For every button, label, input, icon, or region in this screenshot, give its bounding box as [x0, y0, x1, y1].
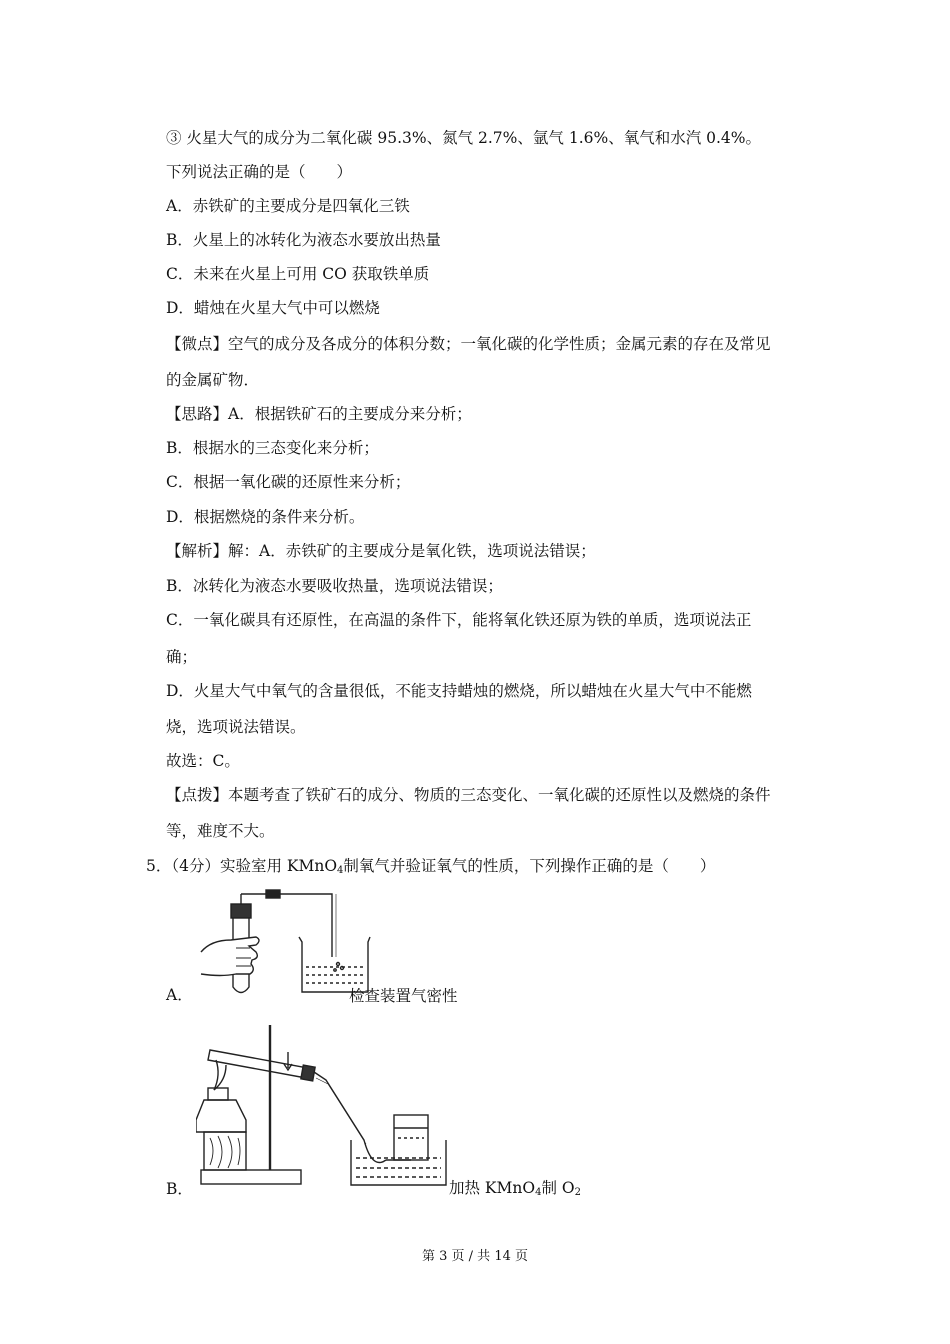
q5-sub: 4 [337, 865, 344, 876]
dianbo-line-1: 【点拨】本题考查了铁矿石的成分、物质的三态变化、一氧化碳的还原性以及燃烧的条件 [166, 786, 771, 804]
page-footer: 第 3 页 / 共 14 页 [422, 1249, 528, 1264]
q5-suffix: 制氧气并验证氧气的性质，下列操作正确的是（ ） [343, 857, 716, 875]
heating-apparatus-diagram [196, 1020, 456, 1190]
caption-b-sub2: 2 [574, 1187, 581, 1198]
silu-d: D．根据燃烧的条件来分析。 [166, 508, 365, 526]
jiexi-c-1: C．一氧化碳具有还原性，在高温的条件下，能将氧化铁还原为铁的单质，选项说法正 [166, 611, 752, 629]
silu-c: C．根据一氧化碳的还原性来分析； [166, 473, 411, 491]
silu-b: B．根据水的三态变化来分析； [166, 439, 379, 457]
q5-prefix: 5．（4分）实验室用 KMnO [146, 857, 338, 875]
question-5 [146, 856, 715, 881]
option-a: A．赤铁矿的主要成分是四氧化三铁 [166, 197, 410, 215]
jiexi-b: B．冰转化为液态水要吸收热量，选项说法错误； [166, 577, 503, 595]
option-d: D．蜡烛在火星大气中可以燃烧 [166, 299, 380, 317]
option-b: B．火星上的冰转化为液态水要放出热量 [166, 231, 441, 249]
option-b-label: B． [166, 1180, 193, 1198]
jiexi-c-2: 确； [166, 648, 198, 666]
line-2: 下列说法正确的是（ ） [166, 163, 353, 181]
caption-b-sub1: 4 [535, 1187, 542, 1198]
jiexi-a: 【解析】解：A．赤铁矿的主要成分是氧化铁，选项说法错误； [166, 542, 596, 560]
option-a-label: A． [166, 986, 193, 1004]
option-b-caption [449, 1176, 581, 1198]
line-1: ③ 火星大气的成分为二氧化碳 95.3%、氮气 2.7%、氩气 1.6%、氧气和水汽 0.4%。 [166, 129, 762, 147]
dianbo-line-2: 等，难度不大。 [166, 822, 275, 840]
jiexi-d-2: 烧，选项说法错误。 [166, 718, 306, 736]
silu-a: 【思路】A．根据铁矿石的主要成分来分析； [166, 405, 472, 423]
weidian-line-1: 【微点】空气的成分及各成分的体积分数；一氧化碳的化学性质；金属元素的存在及常见 [166, 335, 771, 353]
option-c: C．未来在火星上可用 CO 获取铁单质 [166, 265, 430, 283]
jiexi-d-1: D．火星大气中氧气的含量很低，不能支持蜡烛的燃烧，所以蜡烛在火星大气中不能燃 [166, 682, 752, 700]
caption-b-pre: 加热 KMnO [449, 1179, 536, 1197]
weidian-line-2: 的金属矿物． [166, 371, 260, 389]
option-a-caption: 检查装置气密性 [349, 987, 458, 1005]
caption-b-mid: 制 O [541, 1179, 575, 1197]
answer-line: 故选：C。 [166, 752, 240, 770]
